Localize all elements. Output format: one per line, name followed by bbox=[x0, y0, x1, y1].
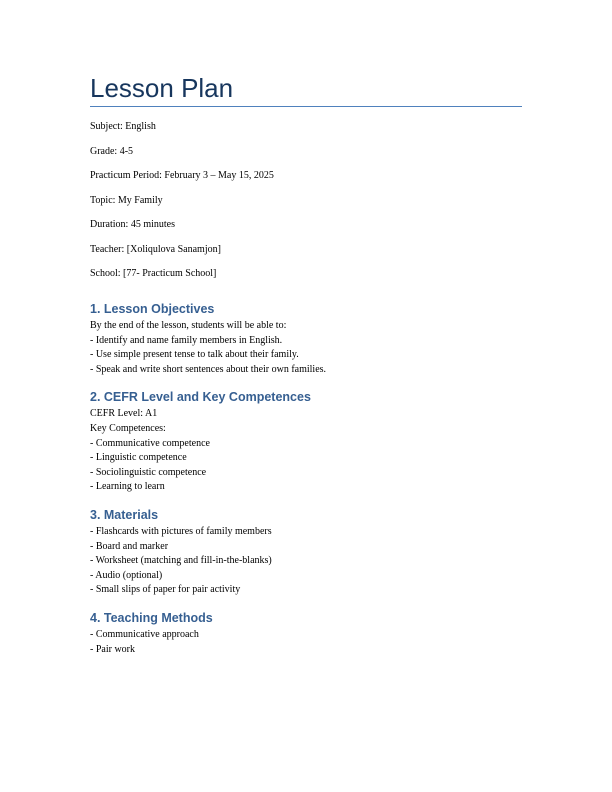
section-heading: 4. Teaching Methods bbox=[90, 610, 213, 625]
list-item: - Worksheet (matching and fill-in-the-blanks) bbox=[90, 555, 272, 567]
list-item: - Sociolinguistic competence bbox=[90, 466, 207, 478]
section-cefr-level bbox=[90, 390, 522, 495]
title-underline bbox=[90, 106, 522, 107]
list-item: - Speak and write short sentences about their own families. bbox=[90, 363, 327, 375]
list-item: - Pair work bbox=[90, 643, 135, 655]
section-teaching-methods bbox=[90, 611, 522, 657]
section-heading: 3. Materials bbox=[90, 507, 159, 522]
list-item: - Communicative approach bbox=[90, 628, 199, 640]
lesson-meta bbox=[90, 121, 522, 280]
meta-school: School: [77- Practicum School] bbox=[90, 268, 217, 279]
section-heading: 1. Lesson Objectives bbox=[90, 302, 215, 316]
meta-teacher: Teacher: [Xoliqulova Sanamjon] bbox=[90, 243, 221, 255]
list-item: - Board and marker bbox=[90, 540, 169, 552]
meta-subject: Subject: English bbox=[90, 121, 156, 132]
document-page bbox=[90, 72, 522, 670]
document-title: Lesson Plan bbox=[90, 73, 234, 103]
section-materials bbox=[90, 508, 522, 598]
list-item: - Identify and name family members in English. bbox=[90, 334, 283, 346]
list-item: - Communicative competence bbox=[90, 437, 210, 449]
meta-grade: Grade: 4-5 bbox=[90, 145, 134, 157]
list-item: - Use simple present tense to talk about their family. bbox=[90, 349, 299, 361]
list-item: - Audio (optional) bbox=[90, 569, 163, 581]
list-item: - Learning to learn bbox=[90, 481, 165, 493]
section-heading: 2. CEFR Level and Key Competences bbox=[90, 390, 311, 405]
meta-topic: Topic: My Family bbox=[90, 194, 163, 206]
list-item: - Flashcards with pictures of family members bbox=[90, 525, 272, 537]
section-lesson-objectives bbox=[90, 302, 522, 377]
list-item: - Linguistic competence bbox=[90, 452, 187, 464]
meta-duration: Duration: 45 minutes bbox=[90, 219, 175, 230]
list-item: - Small slips of paper for pair activity bbox=[90, 584, 241, 596]
section-line: CEFR Level: A1 bbox=[90, 408, 158, 420]
section-line: By the end of the lesson, students will be able to: bbox=[90, 320, 287, 331]
section-line: Key Competences: bbox=[90, 422, 166, 434]
meta-practicum-period: Practicum Period: February 3 – May 15, 2025 bbox=[90, 170, 274, 181]
